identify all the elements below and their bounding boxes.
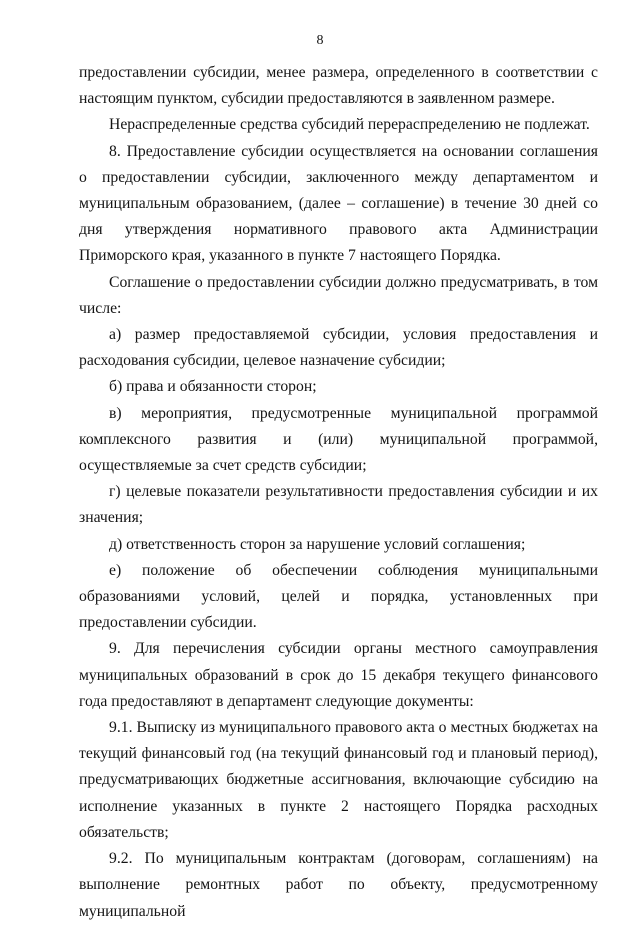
paragraph-9: д) ответственность сторон за нарушение условий соглашения; (109, 535, 526, 553)
paragraph-5: а) размер предоставляемой субсидии, условия предоставления и расходования субсидии, целевое назначение субсидии; (79, 326, 598, 370)
paragraph-6: б) права и обязанности сторон; (109, 378, 317, 396)
paragraph-7: в) мероприятия, предусмотренные муниципальной программой комплексного развития и (или) муниципальной программой, осуществляемые за счет средств субсидии; (79, 404, 598, 475)
paragraph-8: г) целевые показатели результативности предоставления субсидии и их значения; (79, 483, 598, 527)
paragraph-13: 9.2. По муниципальным контрактам (договорам, соглашениям) на выполнение ремонтных работ по объекту, предусмотренному муниципальной (79, 850, 598, 920)
paragraph-11: 9. Для перечисления субсидии органы местного самоуправления муниципальных образований в срок до 15 декабря текущего финансового года предоставляют в департамент следующие документы: (79, 640, 598, 710)
paragraph-2: Нераспределенные средства субсидий перераспределению не подлежат. (109, 116, 590, 134)
paragraph-12: 9.1. Выписку из муниципального правового акта о местных бюджетах на текущий финансовый год (на текущий финансовый год и плановый период), предусматривающих бюджетные ассигнования, включающие субсидию на исполнение указанных в пункте 2 настоящего Порядка расходных обязательств; (79, 719, 598, 841)
document-body (79, 60, 598, 925)
page-number: 8 (316, 33, 324, 48)
paragraph-3: 8. Предоставление субсидии осуществляется на основании соглашения о предоставлении субсидии, заключенного между департаментом и муниципальным образованием, (далее – соглашение) в течение 30 дней со дня утверждения нормативного правового акта Администрации Приморского края, указанного в пункте 7 настоящего Порядка. (79, 142, 598, 265)
paragraph-4: Соглашение о предоставлении субсидии должно предусматривать, в том числе: (79, 273, 598, 317)
paragraph-10: е) положение об обеспечении соблюдения муниципальными образованиями условий, целей и порядка, установленных при предоставлении субсидии. (79, 561, 598, 632)
paragraph-1: предоставлении субсидии, менее размера, определенного в соответствии с настоящим пунктом, субсидии предоставляются в заявленном размере. (79, 64, 598, 108)
